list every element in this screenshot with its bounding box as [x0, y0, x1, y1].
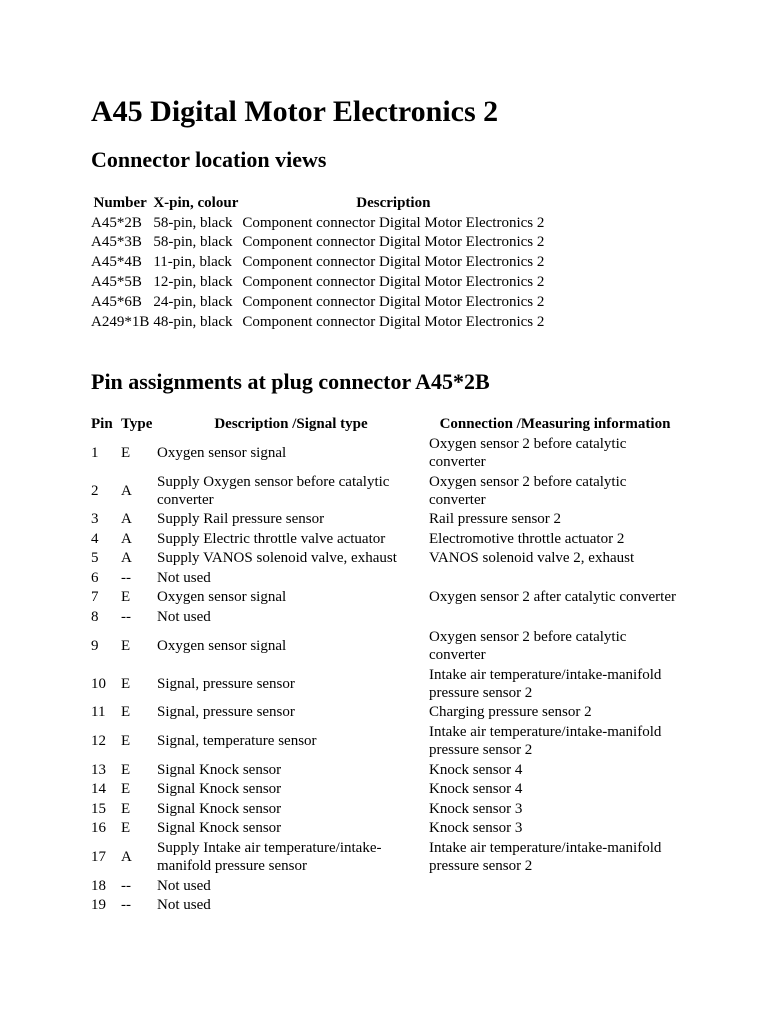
header-pin: Pin	[91, 415, 113, 432]
pin-signal-description: Not used	[157, 569, 211, 586]
table-row	[89, 312, 546, 332]
header-connection-info: Connection /Measuring information	[439, 415, 671, 432]
pin-type: E	[121, 444, 131, 461]
pin-type: E	[121, 781, 131, 798]
table-row	[89, 896, 683, 916]
pin-connection-info: Intake air temperature/intake-manifold pressure sensor 2	[429, 724, 662, 758]
pin-type: A	[121, 530, 132, 547]
pin-type: E	[121, 637, 131, 654]
table-row	[89, 233, 546, 253]
table-row	[89, 568, 683, 588]
connector-description: Component connector Digital Motor Electronics 2	[242, 214, 545, 231]
pin-connection-info	[427, 607, 683, 627]
pin-connection-info: Electromotive throttle actuator 2	[429, 530, 625, 547]
header-description: Description	[356, 194, 431, 211]
table-row	[89, 760, 683, 780]
table-row	[89, 607, 683, 627]
pin-connection-info: Oxygen sensor 2 after catalytic converter	[429, 589, 676, 606]
pin-type: E	[121, 820, 131, 837]
pin-connection-info: VANOS solenoid valve 2, exhaust	[429, 550, 635, 567]
connector-pins-colour: 48-pin, black	[153, 313, 233, 330]
pin-signal-description: Signal Knock sensor	[157, 761, 282, 778]
pin-signal-description: Supply Electric throttle valve actuator	[157, 530, 386, 547]
header-number: Number	[93, 194, 147, 211]
pin-signal-description: Oxygen sensor signal	[157, 589, 287, 606]
pin-assignment-table	[89, 414, 683, 915]
connector-pins-colour: 58-pin, black	[153, 214, 233, 231]
pin-number: 12	[91, 733, 106, 749]
pin-signal-description: Supply Intake air temperature/intake-manifold pressure sensor	[157, 840, 382, 874]
connector-table-header-row	[89, 193, 546, 213]
connector-description: Component connector Digital Motor Electronics 2	[242, 254, 545, 271]
connector-description: Component connector Digital Motor Electronics 2	[242, 293, 545, 310]
pin-type: A	[121, 849, 132, 865]
pin-number: 4	[91, 530, 99, 547]
table-row	[89, 272, 546, 292]
pin-number: 5	[91, 550, 99, 567]
table-row	[89, 529, 683, 549]
pin-number: 3	[91, 511, 99, 528]
pin-connection-info: Knock sensor 4	[429, 781, 523, 798]
pin-number: 9	[91, 637, 99, 654]
table-row	[89, 780, 683, 800]
pin-signal-description: Supply Oxygen sensor before catalytic converter	[157, 473, 390, 508]
pin-signal-description: Not used	[157, 608, 211, 625]
pin-number: 10	[91, 675, 106, 692]
table-row	[89, 722, 683, 760]
connector-description: Component connector Digital Motor Electronics 2	[242, 274, 545, 291]
table-row	[89, 292, 546, 312]
connector-number: A249*1B	[91, 313, 150, 330]
pin-signal-description: Signal Knock sensor	[157, 820, 282, 837]
pin-number: 13	[91, 761, 106, 778]
pin-connection-info: Knock sensor 3	[429, 820, 523, 837]
pin-type: E	[121, 761, 131, 778]
table-row	[89, 665, 683, 703]
pin-type: A	[121, 550, 132, 567]
pin-number: 14	[91, 781, 106, 798]
pin-number: 16	[91, 820, 106, 837]
pin-connection-info	[427, 876, 683, 896]
pin-type: E	[121, 704, 131, 721]
table-row	[89, 703, 683, 723]
connector-pins-colour: 24-pin, black	[153, 293, 233, 310]
pin-signal-description: Signal, pressure sensor	[157, 704, 295, 721]
pin-signal-description: Supply VANOS solenoid valve, exhaust	[157, 550, 397, 567]
pin-connection-info: Intake air temperature/intake-manifold pressure sensor 2	[429, 666, 662, 701]
page-title: A45 Digital Motor Electronics 2	[91, 95, 499, 128]
pin-type: --	[121, 608, 131, 625]
connector-number: A45*3B	[91, 234, 142, 251]
pin-number: 18	[91, 877, 106, 894]
table-row	[89, 627, 683, 665]
pin-number: 6	[91, 569, 99, 586]
pin-signal-description: Supply Rail pressure sensor	[157, 511, 325, 528]
connector-description: Component connector Digital Motor Electronics 2	[242, 313, 545, 330]
table-row	[89, 876, 683, 896]
pin-type: --	[121, 897, 131, 914]
pin-type: E	[121, 675, 131, 692]
header-signal-description: Description /Signal type	[214, 415, 368, 432]
pin-connection-info: Knock sensor 3	[429, 800, 523, 817]
connector-section-heading: Connector location views	[91, 147, 327, 172]
table-row	[89, 799, 683, 819]
connector-number: A45*6B	[91, 293, 142, 310]
pin-signal-description: Signal, temperature sensor	[157, 733, 317, 749]
header-xpin-colour: X-pin, colour	[153, 194, 239, 211]
table-row	[89, 819, 683, 839]
pin-signal-description: Signal Knock sensor	[157, 800, 282, 817]
pin-number: 1	[91, 444, 99, 461]
table-row	[89, 510, 683, 530]
pin-number: 15	[91, 800, 106, 817]
pin-connection-info: Oxygen sensor 2 before catalytic converter	[429, 628, 627, 663]
pin-number: 7	[91, 589, 99, 606]
connector-pins-colour: 11-pin, black	[153, 254, 232, 271]
connector-number: A45*4B	[91, 254, 142, 271]
pin-number: 19	[91, 897, 106, 914]
pin-signal-description: Not used	[157, 877, 211, 894]
pin-type: E	[121, 800, 131, 817]
connector-table	[89, 193, 546, 332]
connector-number: A45*2B	[91, 214, 142, 231]
pin-signal-description: Oxygen sensor signal	[157, 637, 287, 654]
pin-number: 17	[91, 849, 106, 865]
pin-connection-info: Intake air temperature/intake-manifold pressure sensor 2	[429, 840, 662, 874]
pin-type: A	[121, 482, 132, 499]
pin-type: --	[121, 877, 131, 894]
table-row	[89, 588, 683, 608]
connector-pins-colour: 12-pin, black	[153, 274, 233, 291]
table-row	[89, 434, 683, 472]
pin-connection-info: Rail pressure sensor 2	[429, 511, 562, 528]
pin-type: --	[121, 569, 131, 586]
pin-section-heading: Pin assignments at plug connector A45*2B	[91, 369, 490, 394]
pin-signal-description: Oxygen sensor signal	[157, 444, 287, 461]
table-row	[89, 213, 546, 233]
connector-description: Component connector Digital Motor Electronics 2	[242, 234, 545, 251]
table-row	[89, 838, 683, 876]
pin-connection-info: Knock sensor 4	[429, 761, 523, 778]
table-row	[89, 472, 683, 510]
pin-table-header-row	[89, 414, 683, 434]
pin-connection-info	[427, 896, 683, 916]
pin-connection-info: Charging pressure sensor 2	[429, 704, 592, 721]
pin-number: 2	[91, 482, 99, 499]
pin-signal-description: Signal, pressure sensor	[157, 675, 295, 692]
pin-signal-description: Signal Knock sensor	[157, 781, 282, 798]
pin-number: 8	[91, 608, 99, 625]
pin-signal-description: Not used	[157, 897, 211, 914]
pin-number: 11	[91, 704, 106, 721]
pin-connection-info: Oxygen sensor 2 before catalytic converter	[429, 435, 627, 470]
pin-type: A	[121, 511, 132, 528]
pin-connection-info	[427, 568, 683, 588]
table-row	[89, 549, 683, 569]
table-row	[89, 252, 546, 272]
header-type: Type	[121, 415, 153, 432]
connector-number: A45*5B	[91, 274, 142, 291]
pin-connection-info: Oxygen sensor 2 before catalytic converter	[429, 473, 627, 508]
pin-type: E	[121, 589, 131, 606]
pin-type: E	[121, 733, 131, 749]
connector-pins-colour: 58-pin, black	[153, 234, 233, 251]
